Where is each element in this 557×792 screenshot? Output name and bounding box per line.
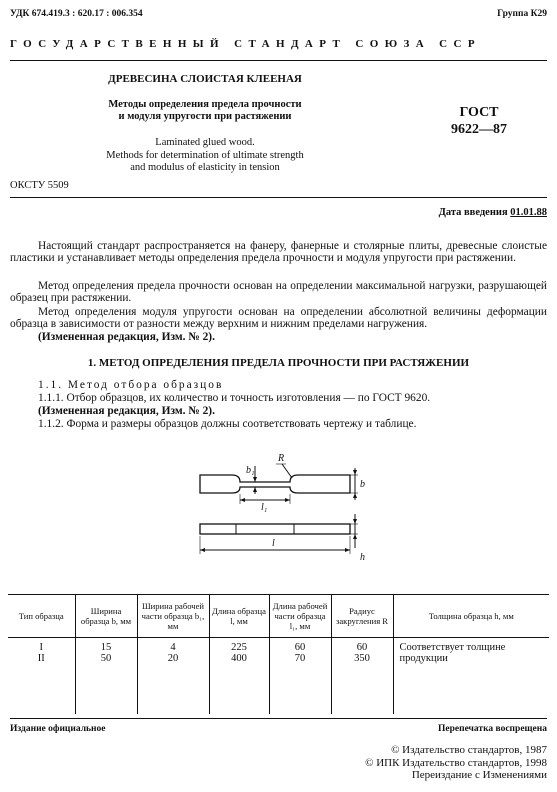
- label-h: h: [360, 552, 365, 563]
- label-l1: l₁: [261, 502, 268, 513]
- cell-work-width: 4: [137, 638, 209, 654]
- intro-paragraph-2: Метод определения предела прочности основан на определении максимальной нагрузки, разрушающей образец при растяжении.: [10, 280, 547, 305]
- col-header-work-length: Длина рабочей части образца l₁, мм: [269, 595, 331, 638]
- cell-width: 50: [75, 653, 137, 714]
- effective-date: [439, 207, 547, 218]
- intro-paragraph-1: Настоящий стандарт распространяется на фанеру, фанерные и столярные плиты, древесные слоистые пластики и устанавливает методы определения предела прочности и модуля упругости при растяжении.: [10, 240, 547, 265]
- reprint-forbidden: Перепечатка воспрещена: [437, 724, 547, 734]
- effective-date-value: 01.01.88: [510, 207, 547, 218]
- header-rule: [10, 60, 547, 61]
- english-title-line-1: Laminated glued wood.: [155, 137, 255, 148]
- copyright-line-1: © Издательство стандартов, 1987: [391, 744, 547, 756]
- specimen-drawing: [190, 444, 370, 568]
- copyright-line-2: © ИПК Издательство стандартов, 1998: [365, 756, 547, 769]
- gost-code: 9622—87: [451, 122, 507, 137]
- official-edition: Издание официальное: [10, 724, 106, 734]
- cell-radius: 60: [331, 638, 393, 654]
- cell-length: 400: [209, 653, 269, 714]
- english-title-line-3: and modulus of elasticity in tension: [130, 162, 280, 174]
- english-title-line-2: Methods for determination of ultimate strength: [106, 149, 304, 161]
- doc-title: ДРЕВЕСИНА СЛОИСТАЯ КЛЕЕНАЯ: [108, 73, 302, 85]
- cell-type: II: [37, 653, 45, 664]
- section-1-1-2: 1.1.2. Форма и размеры образцов должны соответствовать чертежу и таблице.: [38, 418, 417, 430]
- section-1-heading: 1. МЕТОД ОПРЕДЕЛЕНИЯ ПРЕДЕЛА ПРОЧНОСТИ ПРИ РАСТЯЖЕНИИ: [87, 357, 470, 369]
- footer-rule: [10, 718, 547, 719]
- gost-number: [420, 104, 538, 138]
- cell-length: 225: [209, 638, 269, 654]
- cell-width: 15: [75, 638, 137, 654]
- table-header-row: [8, 595, 549, 638]
- subtitle-line-2: и модуля упругости при растяжении: [118, 111, 292, 122]
- cell-type: I: [39, 642, 43, 653]
- table-row: [8, 638, 549, 654]
- col-header-radius: Радиус закругления R: [331, 595, 393, 638]
- specimen-table: [8, 594, 549, 714]
- gost-label: ГОСТ: [459, 105, 499, 120]
- intro-edit-note: (Измененная редакция, Изм. № 2).: [38, 331, 215, 343]
- cell-work-width: 20: [137, 653, 209, 714]
- cell-radius: 350: [331, 653, 393, 714]
- intro-paragraph-3: Метод определения модуля упругости основан на определении абсолютной величины деформации образца в зависимости от разности между верхним и нижним пределами нагружения.: [10, 306, 547, 331]
- udk-code: УДК 674.419.3 : 620.17 : 006.354: [10, 9, 143, 19]
- doc-subtitle: [10, 99, 400, 123]
- col-header-thickness: Толщина образца h, мм: [393, 595, 549, 638]
- col-header-type: Тип образца: [8, 595, 75, 638]
- title-rule: [10, 197, 547, 198]
- group-code: Группа К29: [497, 9, 547, 19]
- standard-heading: ГОСУДАРСТВЕННЫЙ СТАНДАРТ СОЮЗА ССР: [10, 38, 481, 50]
- cell-work-length: 70: [269, 653, 331, 714]
- effective-date-label: Дата введения: [438, 207, 508, 218]
- col-header-work-width: Ширина рабочей части образца b₁, мм: [137, 595, 209, 638]
- section-1-1-1: 1.1.1. Отбор образцов, их количество и точность изготовления — по ГОСТ 9620.: [38, 392, 431, 404]
- english-title: [10, 137, 400, 175]
- col-header-length: Длина образца l, мм: [209, 595, 269, 638]
- copyright-line-3: Переиздание с Изменениями: [411, 769, 547, 782]
- col-header-width: Ширина образца b, мм: [75, 595, 137, 638]
- section-1-1: 1.1. Метод отбора образцов: [38, 379, 224, 391]
- copyright-block: [365, 744, 547, 782]
- section-1-1-1-edit: (Измененная редакция, Изм. № 2).: [38, 405, 215, 417]
- cell-thickness: Соответствует толщине продукции: [393, 638, 549, 715]
- subtitle-line-1: Методы определения предела прочности: [108, 99, 302, 110]
- label-b: b: [360, 479, 365, 490]
- label-R: R: [278, 453, 285, 464]
- cell-work-length: 60: [269, 638, 331, 654]
- label-l: l: [272, 538, 275, 549]
- okstu-code: ОКСТУ 5509: [10, 180, 69, 191]
- label-b1: b₁: [246, 465, 255, 476]
